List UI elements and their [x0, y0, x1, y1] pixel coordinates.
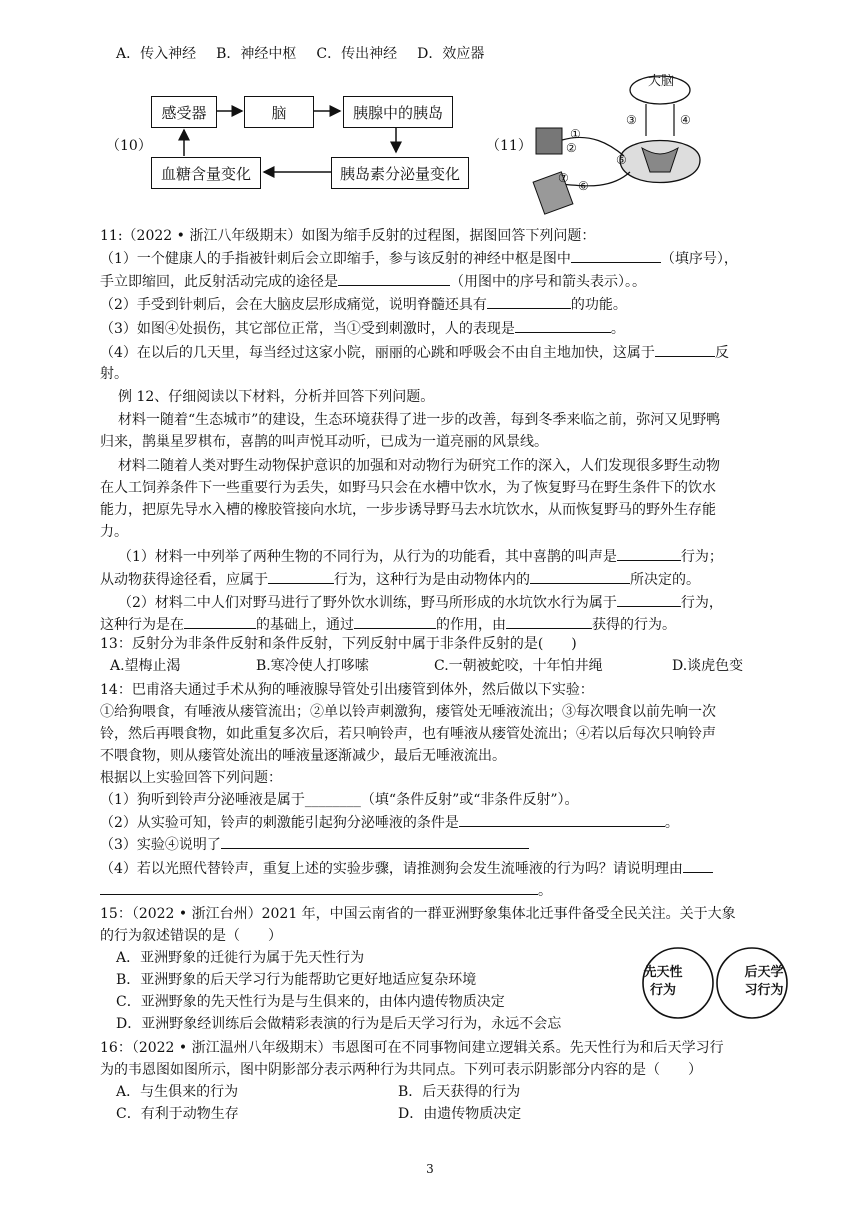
fig11-label: （11）: [486, 138, 532, 154]
q15-title2: 的行为叙述错误的是（ ）: [100, 928, 282, 944]
q13-option-c: C.一朝被蛇咬，十年怕井绳: [434, 658, 603, 674]
box-brain: 脑: [244, 96, 314, 128]
q11-line1: （1）一个健康人的手指被针刺后会立即缩手，参与该反射的神经中枢是图中 （填序号），: [100, 248, 738, 269]
num-1: ①: [570, 127, 581, 141]
ex12-q2-cont: 这种行为是在 的基础上，通过 的作用，由 获得的行为。: [100, 614, 676, 635]
num-5: ⑤: [616, 153, 627, 167]
ex12-q2: （2）材料二中人们对野马进行了野外饮水训练，野马所形成的水坑饮水行为属于 行为，: [118, 592, 723, 613]
q13-option-d: D.谈虎色变: [672, 658, 744, 674]
q16-title1: 16：（2022 • 浙江温州八年级期末）韦恩图可在不同事物间建立逻辑关系。先天性行为和后天学习行: [100, 1040, 724, 1056]
ex12-m1b: 归来，鹊巢星罗棋布，喜鹊的叫声悦耳动听，已成为一道亮丽的风景线。: [100, 434, 548, 450]
q15-option-c: C．亚洲野象的先天性行为是与生俱来的，由体内遗传物质决定: [116, 994, 505, 1010]
venn-left-label: 先天性 行为: [643, 965, 683, 998]
q11-line6: 射。: [100, 366, 128, 382]
q14-l4: 根据以上实验回答下列问题：: [100, 770, 282, 786]
q11-line5: （4）在以后的几天里，每当经过这家小院，丽丽的心跳和呼吸会不由自主地加快，这属于 反: [100, 342, 729, 363]
num-6: ⑥: [578, 179, 589, 193]
option-d: D．效应器: [417, 46, 485, 62]
box-receptor: 感受器: [151, 96, 217, 128]
q13-option-b: B.寒冷使人打哆嗦: [256, 658, 369, 674]
q11-line3: （2）手受到针刺后，会在大脑皮层形成痛觉，说明脊髓还具有 的功能。: [100, 294, 627, 315]
q16-option-d: D．由遗传物质决定: [398, 1106, 522, 1122]
q15-title1: 15：（2022 • 浙江台州）2021 年，中国云南省的一群亚洲野象集体北迁事件备受全民关注。关于大象: [100, 906, 736, 922]
q15-option-a: A．亚洲野象的迁徙行为属于先天性行为: [116, 950, 365, 966]
q14-l2: 铃，然后再喂食物，如此重复多次后，若只响铃声，也有唾液从瘘管处流出；④若以后每次只响铃声: [100, 726, 716, 742]
ex12-m2b: 在人工饲养条件下一些重要行为丢失，如野马只会在水槽中饮水，为了恢复野马在野生条件下的饮水: [100, 480, 716, 496]
ex12-q1-cont: 从动物获得途径看，应属于 行为，这种行为是由动物体内的 所决定的。: [100, 569, 700, 590]
q14-s2: （2）从实验可知，铃声的刺激能引起狗分泌唾液的条件是 。: [100, 812, 679, 833]
q13-option-a: A.望梅止渴: [110, 658, 181, 674]
num-4: ④: [680, 113, 691, 127]
ex12-m2a: 材料二随着人类对野生动物保护意识的加强和对动物行为研究工作的深入，人们发现很多野生动物: [118, 458, 720, 474]
box-islets: 胰腺中的胰岛: [343, 96, 453, 128]
option-c: C．传出神经: [316, 46, 398, 62]
q15-option-d: D．亚洲野象经训练后会做精彩表演的行为是后天学习行为，永远不会忘: [116, 1016, 562, 1032]
ex12-m2d: 力。: [100, 524, 128, 540]
option-b: B．神经中枢: [216, 46, 297, 62]
q15-option-b: B．亚洲野象的后天学习行为能帮助它更好地适应复杂环境: [116, 972, 477, 988]
q16-option-c: C．有利于动物生存: [116, 1106, 239, 1122]
q11-line4: （3）如图④处损伤，其它部位正常，当①受到刺激时，人的表现是 。: [100, 318, 625, 339]
ex12-title: 例 12、仔细阅读以下材料，分析并回答下列问题。: [118, 389, 435, 405]
q14-s1: （1）狗听到铃声分泌唾液是属于________（填“条件反射”或“非条件反射”）。: [100, 792, 579, 808]
ex12-m1a: 材料一随着“生态城市”的建设，生态环境获得了进一步的改善，每到冬季来临之前，弥河又见野鸭: [118, 412, 721, 428]
q16-option-a: A．与生俱来的行为: [116, 1084, 239, 1100]
page-number: 3: [426, 1162, 434, 1176]
option-a: A．传入神经: [116, 46, 197, 62]
q11-line2: 手立即缩回，此反射活动完成的途径是 （用图中的序号和箭头表示）。。: [100, 271, 646, 292]
q14-s3: （3）实验④说明了: [100, 834, 529, 855]
ex12-m2c: 能力，把原先导水入槽的橡胶管接向水坑，一步步诱导野马去水坑饮水，从而恢复野马的野外生存能: [100, 502, 716, 518]
q14-title: 14：巴甫洛夫通过手术从狗的唾液腺导管处引出瘘管到体外，然后做以下实验：: [100, 682, 594, 698]
q11-title: 11:（2022 • 浙江八年级期末）如图为缩手反射的过程图，据图回答下列问题：: [100, 228, 596, 244]
q14-l3: 不喂食物，则从瘘管处流出的唾液量逐渐减少，最后无唾液流出。: [100, 748, 506, 764]
q13-title: 13：反射分为非条件反射和条件反射，下列反射中属于非条件反射的是( ): [100, 636, 577, 652]
num-7: ⑦: [558, 171, 569, 185]
ex12-q1: （1）材料一中列举了两种生物的不同行为，从行为的功能看，其中喜鹊的叫声是 行为；: [118, 546, 723, 567]
q16-option-b: B．后天获得的行为: [398, 1084, 521, 1100]
reflex-arc-diagram: [520, 72, 720, 222]
q16-title2: 为的韦恩图如图所示，图中阴影部分表示两种行为共同点。下列可表示阴影部分内容的是（ ）: [100, 1062, 702, 1078]
venn-right-label: 后天学 习行为: [744, 965, 784, 998]
box-insulin-change: 胰岛素分泌量变化: [331, 157, 469, 189]
box-blood-sugar: 血糖含量变化: [151, 157, 261, 189]
q14-l1: ①给狗喂食，有唾液从瘘管流出；②单以铃声刺激狗，瘘管处无唾液流出；③每次喂食以前先响一次: [100, 704, 716, 720]
num-3: ③: [626, 113, 637, 127]
q14-s4: （4）若以光照代替铃声，重复上述的实验步骤，请推测狗会发生流唾液的行为吗？请说明理由: [100, 858, 713, 879]
num-2: ②: [566, 141, 577, 155]
brain-label: 大脑: [648, 74, 675, 89]
q14-s5: 。: [100, 880, 552, 901]
fig10-label: （10）: [106, 138, 152, 154]
